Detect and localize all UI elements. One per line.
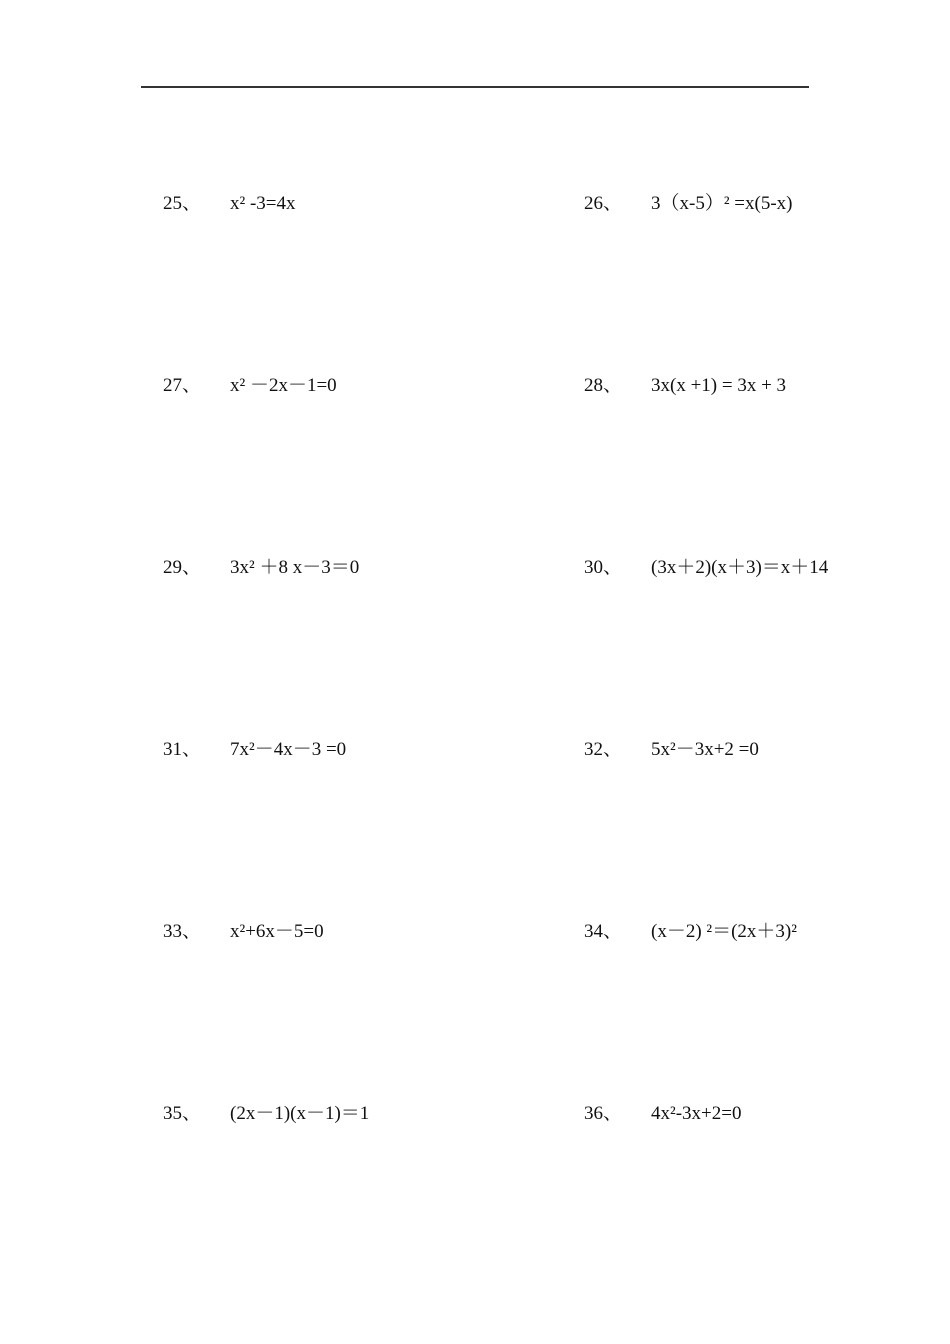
problem-number: 25、 [163,193,202,214]
problem-expression: 4x²-3x+2=0 [651,1103,742,1124]
problem-expression: 3x² ＋8 x－3＝0 [230,557,360,578]
problem-number: 31、 [163,739,202,760]
problem-number: 28、 [584,375,623,396]
problem-number: 29、 [163,557,202,578]
problem-expression: x²+6x－5=0 [230,921,324,942]
problem-number: 33、 [163,921,202,942]
problem-expression: x² －2x－1=0 [230,375,337,396]
problem-number: 36、 [584,1103,623,1124]
problem-expression: (x－2) ²＝(2x＋3)² [651,921,797,942]
problem-expression: 5x²－3x+2 =0 [651,739,759,760]
problem-expression: 3（x-5）² =x(5-x) [651,193,793,214]
problem-number: 35、 [163,1103,202,1124]
problem-expression: x² -3=4x [230,193,296,214]
problem-number: 32、 [584,739,623,760]
problem-expression: 7x²－4x－3 =0 [230,739,347,760]
problem-expression: (3x＋2)(x＋3)＝x＋14 [651,557,829,578]
problem-number: 34、 [584,921,623,942]
problem-number: 30、 [584,557,623,578]
problem-expression: 3x(x +1) = 3x + 3 [651,375,787,396]
problem-expression: (2x－1)(x－1)＝1 [230,1103,370,1124]
header-rule [141,86,809,88]
problem-number: 27、 [163,375,202,396]
problem-number: 26、 [584,193,623,214]
